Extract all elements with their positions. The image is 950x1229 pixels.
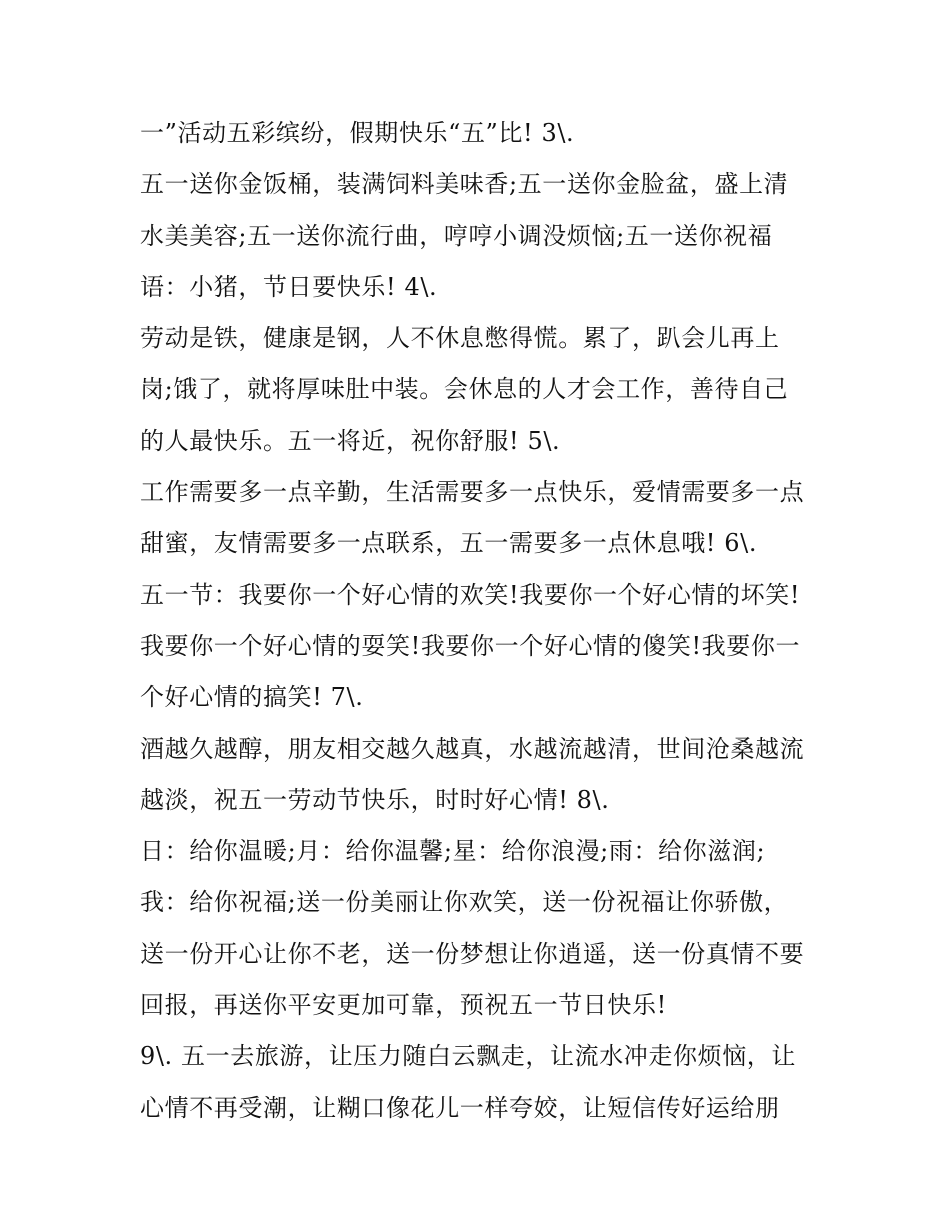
text-line: 送一份开心让你不老，送一份梦想让你逍遥，送一份真情不要 bbox=[140, 939, 805, 968]
text-line: 我要你一个好心情的耍笑!我要你一个好心情的傻笑!我要你一 bbox=[140, 631, 801, 660]
text-line: 回报，再送你平安更加可靠，预祝五一节日快乐! bbox=[140, 991, 667, 1020]
text-line: 越淡，祝五一劳动节快乐，时时好心情! 8\. bbox=[140, 785, 610, 814]
text-line: 工作需要多一点辛勤，生活需要多一点快乐，爱情需要多一点 bbox=[140, 478, 805, 507]
text-line: 五一送你金饭桶，装满饲料美味香;五一送你金脸盆，盛上清 bbox=[140, 170, 789, 199]
text-line: 酒越久越醇，朋友相交越久越真，水越流越清，世间沧桑越流 bbox=[140, 734, 805, 763]
text-line: 岗;饿了，就将厚味肚中装。会休息的人才会工作，善待自己 bbox=[140, 375, 789, 404]
text-line: 语：小猪，节日要快乐! 4\. bbox=[140, 272, 438, 301]
text-line: 我：给你祝福;送一份美丽让你欢笑，送一份祝福让你骄傲， bbox=[140, 888, 789, 917]
text-line: 劳动是铁，健康是钢，人不休息憋得慌。累了，趴会儿再上 bbox=[140, 324, 780, 353]
text-line: 9\. 五一去旅游，让压力随白云飘走，让流水冲走你烦恼，让 bbox=[140, 1042, 797, 1071]
text-line: 水美美容;五一送你流行曲，哼哼小调没烦恼;五一送你祝福 bbox=[140, 221, 773, 250]
text-line: 的人最快乐。五一将近，祝你舒服! 5\. bbox=[140, 426, 561, 455]
text-line: 日：给你温暖;月：给你温馨;星：给你浪漫;雨：给你滋润; bbox=[140, 837, 766, 866]
text-line: 甜蜜，友情需要多一点联系，五一需要多一点休息哦! 6\. bbox=[140, 529, 758, 558]
text-line: 一”活动五彩缤纷，假期快乐“五”比! 3\. bbox=[140, 119, 575, 147]
text-line: 个好心情的搞笑! 7\. bbox=[140, 683, 364, 712]
body-text bbox=[140, 108, 830, 1134]
text-line: 心情不再受潮，让糊口像花儿一样夸姣，让短信传好运给朋 bbox=[140, 1093, 780, 1122]
text-line: 五一节：我要你一个好心情的欢笑!我要你一个好心情的坏笑! bbox=[140, 580, 801, 609]
